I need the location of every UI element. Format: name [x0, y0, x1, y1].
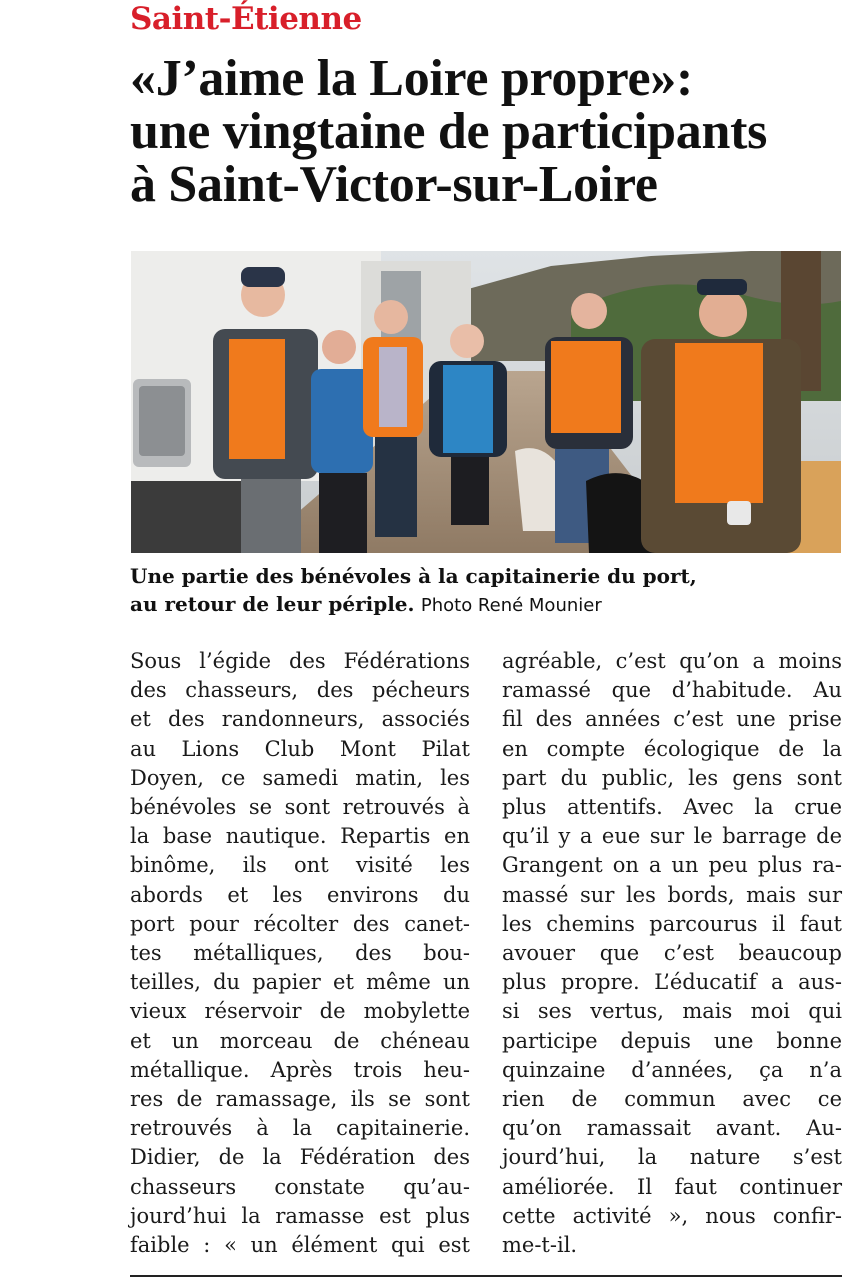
body-line: des chasseurs, des pécheurs [130, 678, 470, 703]
body-line: part du public, les gens sont [502, 765, 842, 790]
body-line: Sous l’égide des Fédérations [130, 649, 470, 673]
body-line: vieux réservoir de mobylette [130, 999, 470, 1024]
body-line: massé sur les bords, mais sur [502, 882, 842, 907]
article-photo [131, 251, 841, 553]
photo-credit: Photo René Mounier [420, 595, 602, 616]
body-line: agréable, c’est qu’on a moins [502, 649, 842, 673]
body-column-left [130, 647, 470, 1260]
body-line: qu’on ramassait avant. Au- [502, 1116, 842, 1141]
body-line: et des randonneurs, associés [130, 707, 470, 732]
photo-caption [130, 562, 842, 620]
caption-bold-text: Une partie des bénévoles à la capitainerie du port, [130, 564, 697, 588]
body-line: avouer que c’est beaucoup [502, 941, 842, 966]
body-line: tes métalliques, des bou- [130, 941, 470, 966]
headline-line: à Saint-Victor-sur-Loire [130, 156, 658, 213]
body-line: métallique. Après trois heu- [130, 1057, 470, 1082]
body-line: plus propre. L’éducatif a aus- [502, 970, 842, 995]
body-line: retrouvés à la capitainerie. [130, 1116, 470, 1141]
body-line: teilles, du papier et même un [130, 970, 470, 995]
body-line: ramassé que d’habitude. Au [502, 678, 842, 703]
caption-line [130, 590, 842, 620]
body-line: Grangent on a un peu plus ra- [502, 853, 842, 878]
body-line: la base nautique. Repartis en [130, 824, 470, 849]
body-line: chasseurs constate qu’au- [130, 1174, 470, 1199]
body-line: en compte écologique de la [502, 736, 842, 761]
body-line: binôme, ils ont visité les [130, 853, 470, 878]
body-line: Didier, de la Fédération des [130, 1145, 470, 1170]
body-line: faible : « un élément qui est [130, 1233, 470, 1258]
body-line: Doyen, ce samedi matin, les [130, 765, 470, 790]
caption-line [130, 562, 842, 590]
body-line: et un morceau de chéneau [130, 1028, 470, 1053]
volunteers-photo-illustration [131, 251, 841, 553]
body-line: abords et les environs du [130, 882, 470, 907]
caption-bold-text: au retour de leur périple. [130, 592, 415, 616]
body-line: les chemins parcourus il faut [502, 911, 842, 936]
headline-line: «J’aime la Loire propre»: [130, 50, 693, 107]
article-headline [130, 52, 850, 211]
body-line: plus attentifs. Avec la crue [502, 795, 842, 820]
body-line: me-t-il. [502, 1233, 578, 1258]
body-line: port pour récolter des canet- [130, 911, 470, 936]
body-line: cette activité », nous confir- [502, 1203, 842, 1228]
body-line: jourd’hui, la nature s’est [502, 1145, 842, 1170]
body-line: jourd’hui la ramasse est plus [130, 1203, 470, 1228]
bottom-rule [130, 1275, 842, 1277]
body-line: bénévoles se sont retrouvés à [130, 795, 470, 820]
body-line: au Lions Club Mont Pilat [130, 736, 470, 761]
body-column-right [502, 647, 842, 1260]
body-line: rien de commun avec ce [502, 1087, 842, 1112]
body-line: améliorée. Il faut continuer [502, 1174, 842, 1199]
body-line: qu’il y a eue sur le barrage de [502, 824, 842, 849]
headline-line: une vingtaine de participants [130, 103, 768, 160]
body-line: participe depuis une bonne [502, 1028, 842, 1053]
section-kicker: Saint-Étienne [130, 1, 362, 37]
body-line: quinzaine d’années, ça n’a [502, 1057, 842, 1082]
body-line: res de ramassage, ils se sont [130, 1087, 470, 1112]
body-line: si ses vertus, mais moi qui [502, 999, 842, 1024]
body-line: fil des années c’est une prise [502, 707, 842, 732]
